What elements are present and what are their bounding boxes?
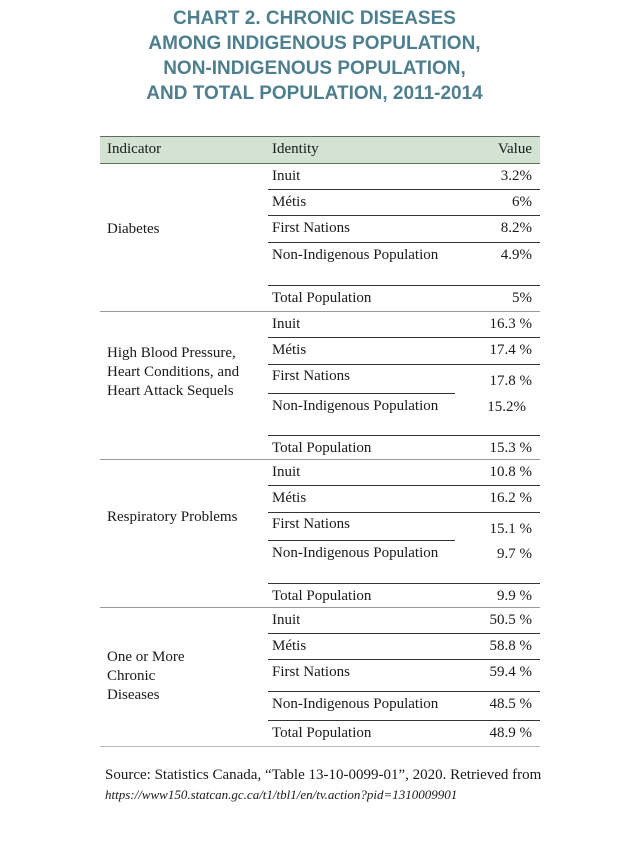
title-line-4: AND TOTAL POPULATION, 2011-2014 [146, 83, 483, 104]
table-group-respiratory [100, 460, 540, 608]
value-cell: 10.8 % [489, 464, 532, 480]
identity-cell: Non-Indigenous Population [272, 545, 439, 561]
indicator-high-blood-pressure: High Blood Pressure, Heart Conditions, and Heart Attack Sequels [107, 345, 240, 399]
value-cell: 50.5 % [489, 612, 532, 628]
table-row [100, 365, 540, 394]
table-row [100, 460, 540, 486]
chart-title [0, 6, 629, 106]
table-group-one-or-more [100, 608, 540, 747]
chronic-diseases-table [100, 136, 540, 747]
identity-cell: First Nations [272, 664, 350, 680]
identity-cell: First Nations [272, 220, 350, 236]
identity-cell: Métis [272, 490, 307, 506]
identity-cell: First Nations [272, 368, 350, 384]
value-cell: 4.9% [500, 247, 532, 263]
indicator-respiratory: Respiratory Problems [107, 509, 238, 525]
identity-cell: Non-Indigenous Population [272, 398, 439, 414]
title-line-3: NON-INDIGENOUS POPULATION, [163, 58, 466, 79]
table-group-high-blood-pressure [100, 312, 540, 460]
source-url: https://www150.statcan.gc.ca/t1/tbl1/en/tv.action?pid=1310009901 [105, 787, 458, 802]
value-cell: 48.9 % [489, 725, 532, 741]
table-row [100, 584, 540, 607]
table-row [100, 436, 540, 459]
identity-cell: Total Population [272, 290, 372, 306]
table-row [100, 243, 540, 286]
table-row [100, 692, 540, 721]
table-row [100, 286, 540, 311]
source-text: Source: Statistics Canada, “Table 13-10-0099-01”, 2020. Retrieved from [105, 767, 542, 783]
identity-cell: Non-Indigenous Population [272, 247, 439, 263]
identity-cell: Métis [272, 342, 307, 358]
source-note [105, 766, 605, 804]
identity-cell: Total Population [272, 440, 372, 456]
value-cell: 5% [512, 290, 532, 306]
value-cell: 8.2% [500, 220, 532, 236]
header-value: Value [497, 141, 532, 157]
identity-cell: Métis [272, 638, 307, 654]
value-cell: 17.8 % [489, 373, 532, 389]
value-cell: 15.2% [487, 399, 526, 415]
value-cell: 9.9 % [497, 588, 532, 604]
indicator-one-or-more: One or More Chronic Diseases [107, 649, 185, 703]
identity-cell: Inuit [272, 464, 301, 480]
title-line-1: CHART 2. CHRONIC DISEASES [173, 8, 456, 29]
table-group-diabetes [100, 164, 540, 312]
value-cell: 9.7 % [497, 546, 532, 562]
table-row [100, 721, 540, 746]
table-row [100, 660, 540, 692]
value-cell: 6% [512, 194, 532, 210]
identity-cell: Métis [272, 194, 307, 210]
table-row [100, 513, 540, 541]
table-header [100, 136, 540, 164]
table-row [100, 608, 540, 634]
value-cell: 59.4 % [489, 664, 532, 680]
value-cell: 48.5 % [489, 696, 532, 712]
identity-cell: Total Population [272, 588, 372, 604]
value-cell: 16.2 % [489, 490, 532, 506]
identity-cell: Inuit [272, 316, 301, 332]
value-cell: 15.1 % [489, 521, 532, 537]
table-row [100, 541, 540, 584]
table-row [100, 164, 540, 190]
table-row [100, 634, 540, 660]
identity-cell: Total Population [272, 725, 372, 741]
table-row [100, 338, 540, 365]
indicator-diabetes: Diabetes [107, 221, 160, 237]
value-cell: 16.3 % [489, 316, 532, 332]
value-cell: 3.2% [500, 168, 532, 184]
table-row [100, 216, 540, 243]
table-row [100, 312, 540, 338]
table-row [100, 486, 540, 513]
value-cell: 58.8 % [489, 638, 532, 654]
table-row [100, 190, 540, 216]
identity-cell: Non-Indigenous Population [272, 696, 439, 712]
title-line-2: AMONG INDIGENOUS POPULATION, [148, 33, 481, 54]
identity-cell: Inuit [272, 168, 301, 184]
header-identity: Identity [272, 141, 319, 157]
header-indicator: Indicator [107, 141, 162, 157]
value-cell: 17.4 % [489, 342, 532, 358]
identity-cell: Inuit [272, 612, 301, 628]
identity-cell: First Nations [272, 516, 350, 532]
value-cell: 15.3 % [489, 440, 532, 456]
table-row [100, 394, 540, 436]
